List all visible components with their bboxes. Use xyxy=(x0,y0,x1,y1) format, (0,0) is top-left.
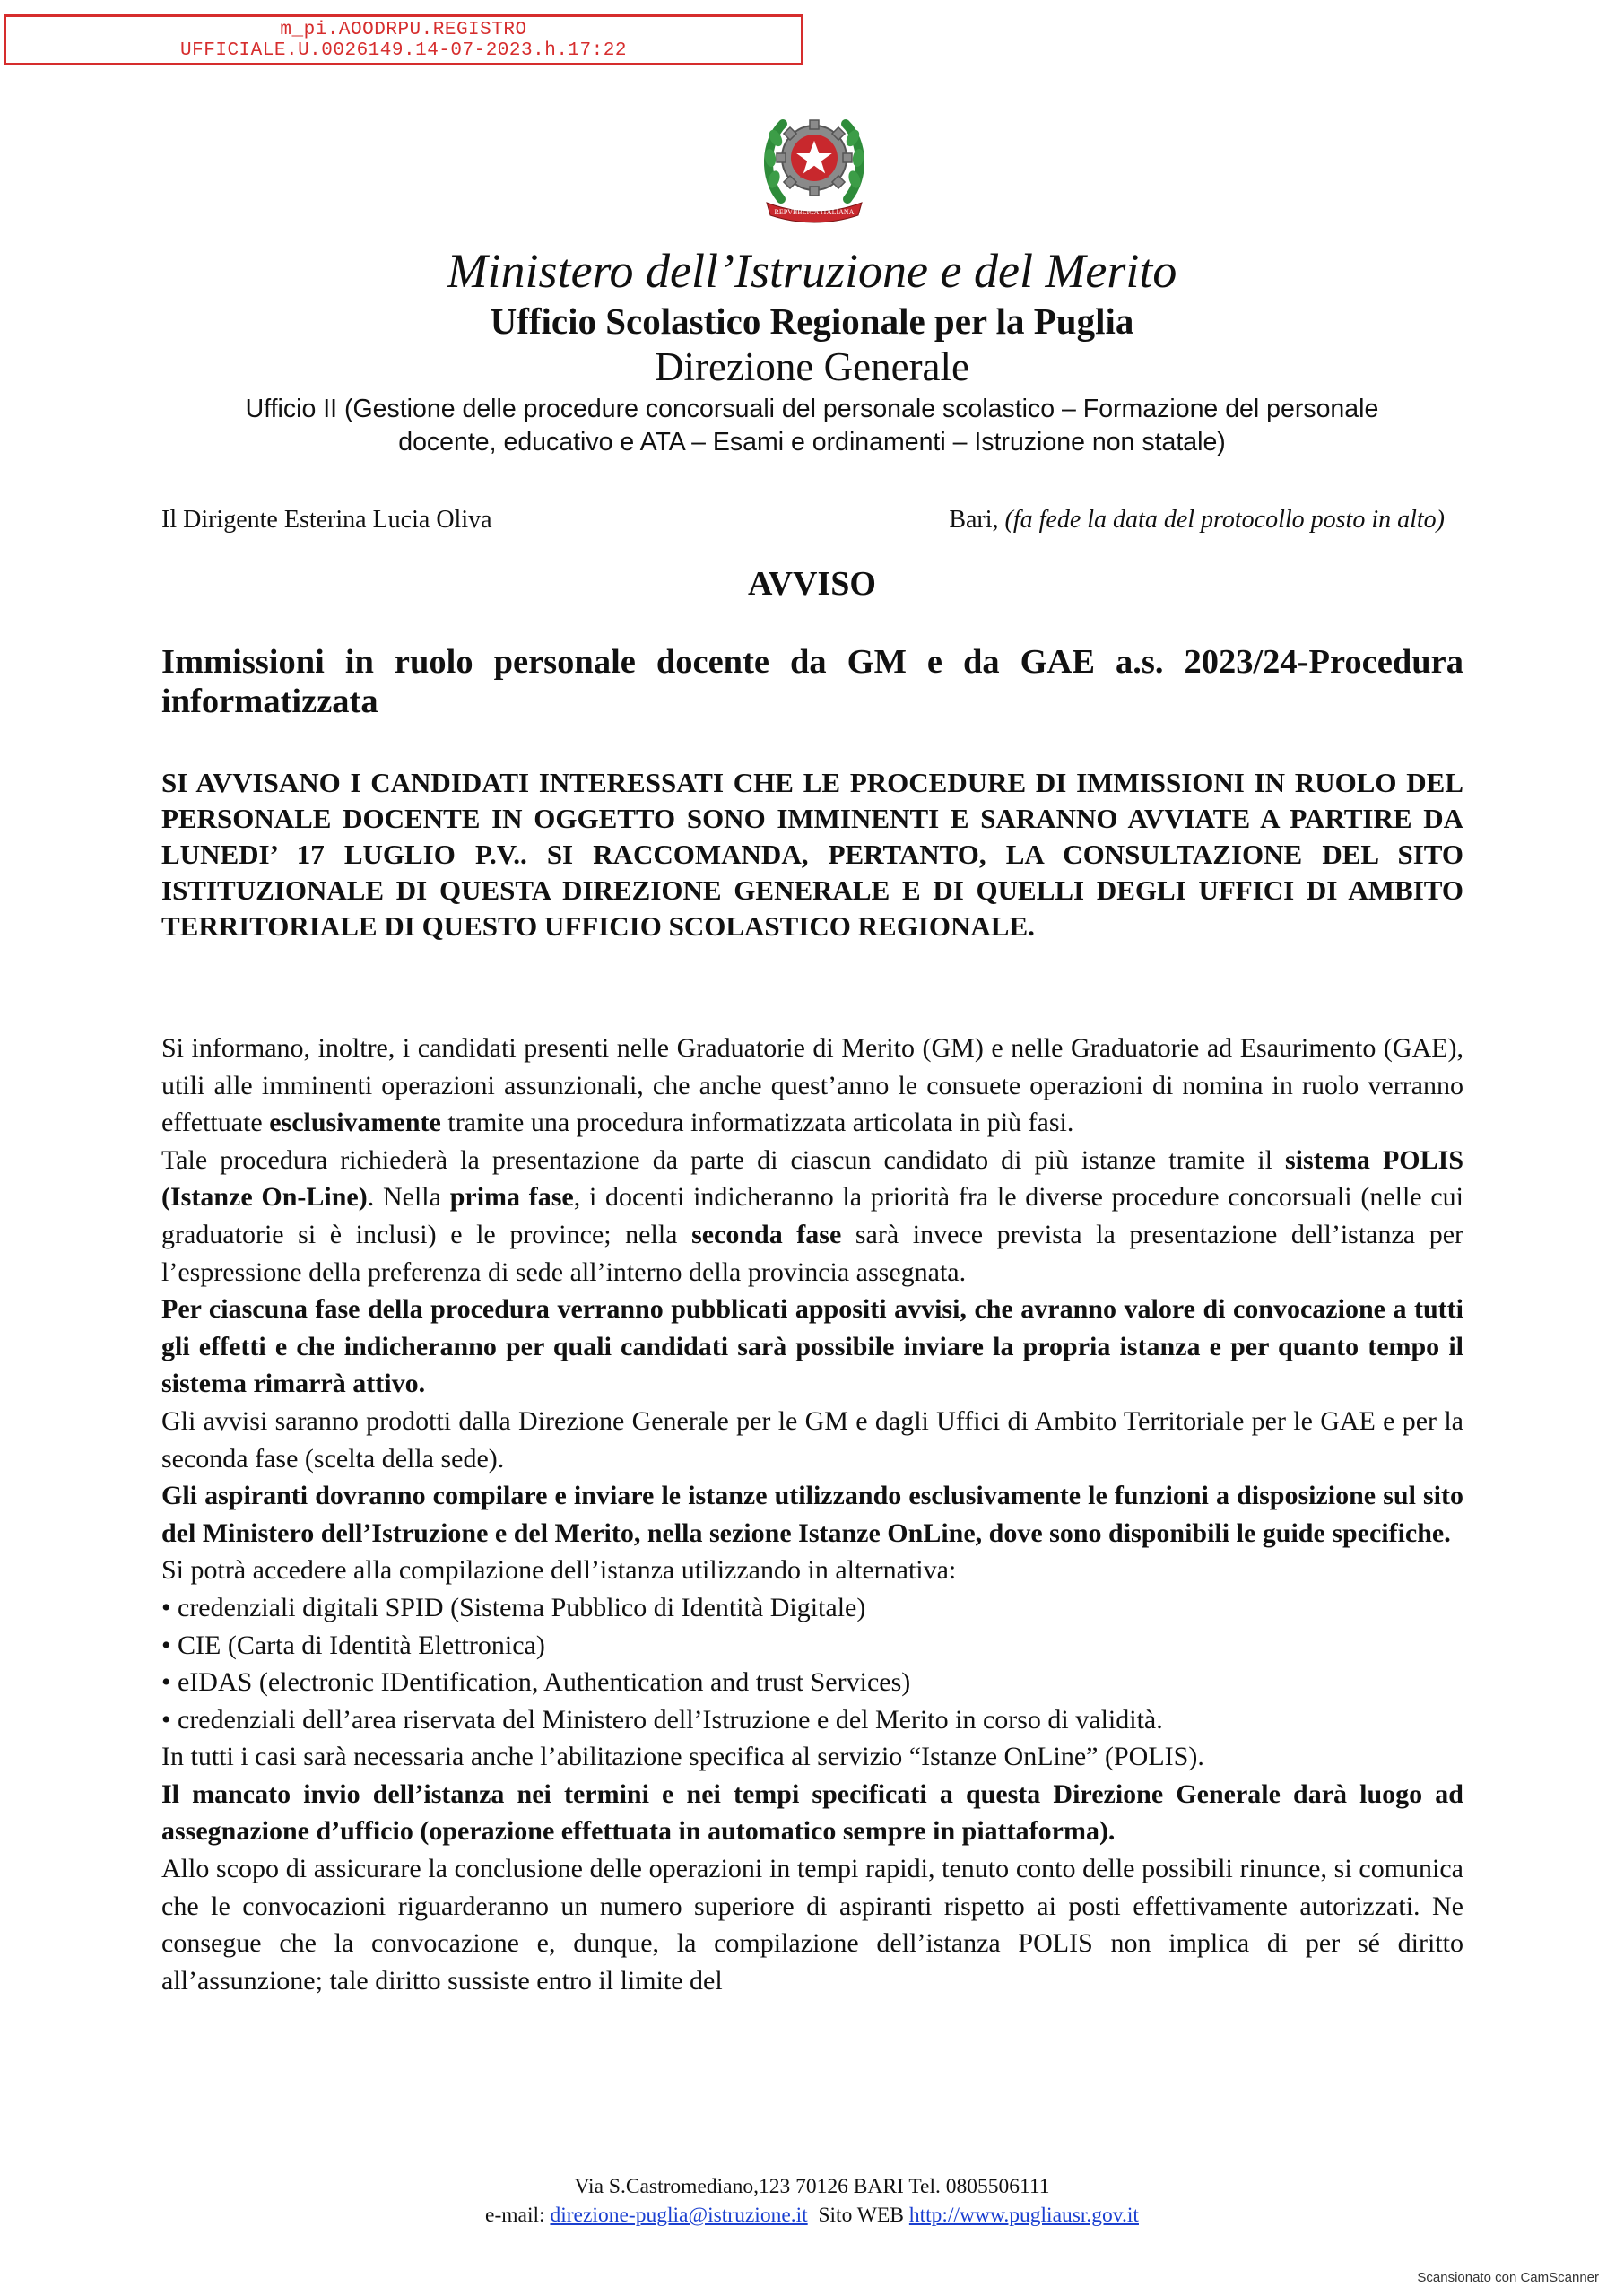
notice-subject: Immissioni in ruolo personale docente da GM e da GAE a.s. 2023/24-Procedura informatizzata xyxy=(161,643,1463,720)
paragraph-2-emphasis-2: prima fase xyxy=(449,1182,574,1213)
access-method-cie: • CIE (Carta di Identità Elettronica) xyxy=(161,1630,545,1660)
footer-address: Via S.Castromediano,123 70126 BARI Tel. 0805506111 xyxy=(574,2175,1050,2198)
paragraph-2-emphasis-1: sistema POLIS (Istanze On-Line) xyxy=(161,1144,1464,1213)
office-description-line1: Ufficio II (Gestione delle procedure concorsuali del personale scolastico – Formazione del personale xyxy=(245,395,1379,423)
paragraph-2 xyxy=(161,1142,1463,1291)
access-method-spid: • credenziali digitali SPID (Sistema Pubblico di Identità Digitale) xyxy=(161,1592,866,1622)
paragraph-9: Allo scopo di assicurare la conclusione delle operazioni in tempi rapidi, tenuto conto delle possibili rinunce, si comunica che le convocazioni riguarderanno un numero superiore di aspiranti rispetto ai posti effettivamente autorizzati. Ne consegue che la convocazione e, dunque, la compilazione dell’istanza POLIS non implica di per sé diritto all’assunzione; tale diritto sussiste entro il limite del xyxy=(161,1854,1463,1996)
paragraph-2-text-b: . Nella xyxy=(367,1182,450,1213)
paragraph-1-text-b: tramite una procedura informatizzata articolata in più fasi. xyxy=(440,1108,1074,1138)
ministry-title: Ministero dell’Istruzione e del Merito xyxy=(447,244,1177,298)
protocol-stamp-line2: UFFICIALE.U.0026149.14-07-2023.h.17:22 xyxy=(180,40,627,61)
access-method-ministry-credentials: • credenziali dell’area riservata del Ministero dell’Istruzione e del Merito in corso di validità. xyxy=(161,1704,1163,1735)
paragraph-1 xyxy=(161,1030,1463,1142)
paragraph-2-emphasis-3: seconda fase xyxy=(691,1219,842,1249)
protocol-stamp xyxy=(4,14,803,65)
scanner-watermark: Scansionato con CamScanner xyxy=(1417,2270,1599,2285)
dirigente-name: Il Dirigente Esterina Lucia Oliva xyxy=(161,506,492,534)
paragraph-1-text-a: Si informano, inoltre, i candidati presenti nelle Graduatorie di Merito (GM) e nelle Graduatorie ad Esaurimento (GAE), utili alle imminenti operazioni assunzionali, che anche quest’anno le consuete operazioni di nomina in ruolo verranno effettuate xyxy=(161,1033,1463,1138)
office-description xyxy=(0,393,1624,459)
website-label: Sito WEB xyxy=(818,2204,904,2227)
paragraph-7: In tutti i casi sarà necessaria anche l’abilitazione specifica al servizio “Istanze OnLine” (POLIS). xyxy=(161,1742,1204,1772)
date-note: (fa fede la data del protocollo posto in alto) xyxy=(1004,506,1445,534)
access-method-eidas: • eIDAS (electronic IDentification, Authentication and trust Services) xyxy=(161,1667,911,1698)
email-link[interactable]: direzione-puglia@istruzione.it xyxy=(550,2204,808,2227)
place: Bari, xyxy=(949,506,999,534)
footer-contacts xyxy=(0,2201,1624,2230)
website-link[interactable]: http://www.pugliausr.gov.it xyxy=(908,2204,1139,2227)
email-label: e-mail: xyxy=(485,2204,545,2227)
paragraph-2-text-c: , i docenti indicheranno la priorità fra le diverse procedure concorsuali (nelle cui graduatorie si è inclusi) e le province; nella xyxy=(161,1182,1464,1249)
notice-label: AVVISO xyxy=(748,565,876,603)
emblem-ribbon-text: REPVBBLICA ITALIANA xyxy=(774,208,855,216)
office-description-line2: docente, educativo e ATA – Esami e ordinamenti – Istruzione non statale) xyxy=(398,428,1226,457)
paragraph-4: Gli avvisi saranno prodotti dalla Direzione Generale per le GM e dagli Uffici di Ambito Territoriale per le GAE e per la seconda fase (scelta della sede). xyxy=(161,1405,1463,1474)
paragraph-1-emphasis: esclusivamente xyxy=(269,1108,441,1138)
paragraph-3: Per ciascuna fase della procedura verranno pubblicati appositi avvisi, che avranno valore di convocazione a tutti gli effetti e che indicheranno per quali candidati sarà possibile inviare la propria istanza e per quanto tempo il sistema rimarrà attivo. xyxy=(161,1294,1463,1399)
paragraph-8: Il mancato invio dell’istanza nei termini e nei tempi specificati a questa Direzione Generale darà luogo ad assegnazione d’ufficio (operazione effettuata in automatico sempre in piattaforma). xyxy=(161,1779,1463,1847)
place-date xyxy=(949,505,1445,535)
office-title: Ufficio Scolastico Regionale per la Puglia xyxy=(490,300,1134,342)
notice-announcement: SI AVVISANO I CANDIDATI INTERESSATI CHE LE PROCEDURE DI IMMISSIONI IN RUOLO DEL PERSONALE DOCENTE IN OGGETTO SONO IMMINENTI E SARANNO AVVIATE A PARTIRE DA LUNEDI’ 17 LUGLIO P.V.. SI RACCOMANDA, PERTANTO, LA CONSULTAZIONE DEL SITO ISTITUZIONALE DI QUESTA DIREZIONE GENERALE E DI QUELLI DEGLI UFFICI DI AMBITO TERRITORIALE DI QUESTO UFFICIO SCOLASTICO REGIONALE. xyxy=(161,767,1463,942)
italian-republic-emblem-icon xyxy=(756,106,873,227)
direction-title: Direzione Generale xyxy=(654,344,970,389)
paragraph-2-text-a: Tale procedura richiederà la presentazione da parte di ciascun candidato di più istanze tramite il xyxy=(161,1144,1285,1175)
notice-body xyxy=(161,1030,1463,1999)
paragraph-6: Si potrà accedere alla compilazione dell’istanza utilizzando in alternativa: xyxy=(161,1555,957,1586)
paragraph-5: Gli aspiranti dovranno compilare e inviare le istanze utilizzando esclusivamente le funzioni a disposizione sul sito del Ministero dell’Istruzione e del Merito, nella sezione Istanze OnLine, dove sono disponibili le guide specifiche. xyxy=(161,1481,1463,1548)
protocol-stamp-line1: m_pi.AOODRPU.REGISTRO xyxy=(280,20,527,40)
paragraph-2-text-d: sarà invece prevista la presentazione dell’istanza per l’espressione della preferenza di sede all’interno della provincia assegnata. xyxy=(161,1219,1463,1287)
